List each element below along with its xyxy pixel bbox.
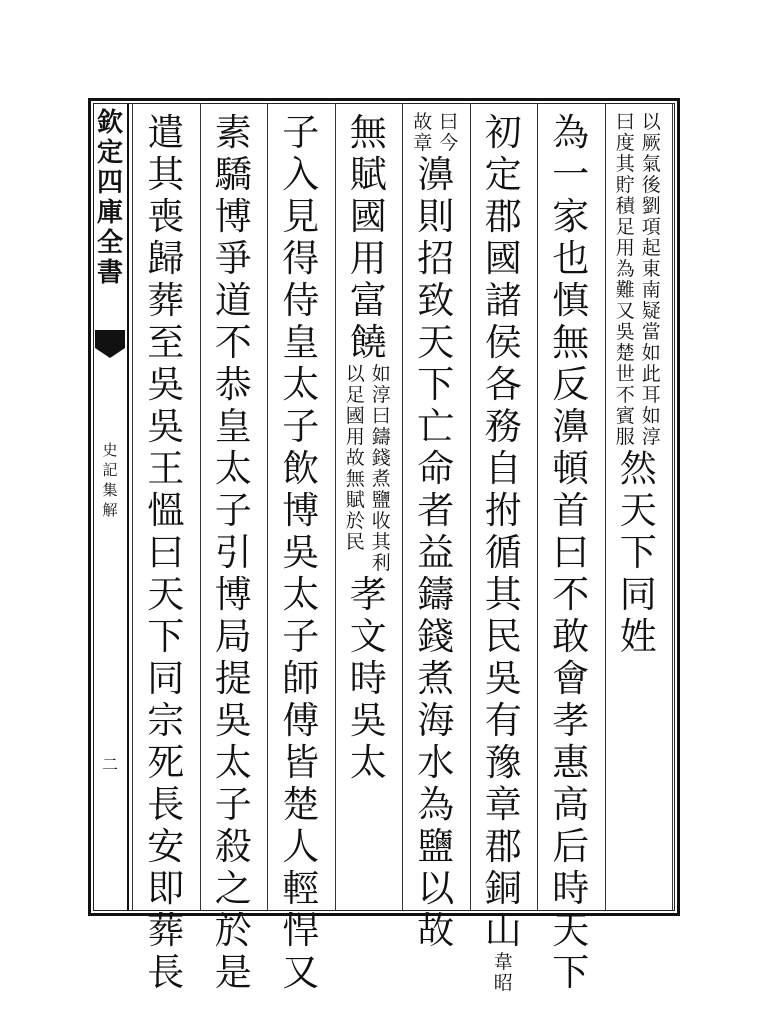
main-text-char: 見 — [282, 195, 320, 238]
main-text-char: 為 — [552, 111, 590, 154]
main-text-char: 於 — [214, 909, 252, 952]
main-text-char: 至 — [147, 321, 185, 364]
main-text-char: 飲 — [282, 447, 320, 490]
main-text-char: 下 — [417, 363, 455, 406]
text-column — [612, 112, 664, 658]
main-text-char: 皇 — [214, 405, 252, 448]
column-rule — [537, 103, 538, 911]
main-text-char: 太 — [214, 741, 252, 784]
column-rule — [132, 103, 133, 911]
main-text-char: 會 — [552, 657, 590, 700]
main-text-char: 文 — [349, 615, 387, 658]
annotation-block — [410, 112, 462, 154]
column-rule — [402, 103, 403, 911]
main-text-char: 無 — [349, 111, 387, 154]
main-text-char: 子 — [214, 489, 252, 532]
main-text-char: 吳 — [147, 405, 185, 448]
book-title: 史 記 集 解 — [102, 441, 118, 519]
main-text-char: 曰 — [147, 531, 185, 574]
main-text-char: 悍 — [282, 909, 320, 952]
main-text-char: 反 — [552, 363, 590, 406]
main-text-char: 子 — [282, 405, 320, 448]
main-text-char: 以 — [417, 867, 455, 910]
main-text-char: 吳 — [147, 363, 185, 406]
main-text-char: 得 — [282, 237, 320, 280]
main-text-char: 侯 — [484, 321, 522, 364]
main-text-char: 同 — [147, 657, 185, 700]
main-text-char: 人 — [282, 825, 320, 868]
annotation-block — [477, 952, 529, 994]
main-text-char: 不 — [552, 573, 590, 616]
main-text-char: 太 — [282, 363, 320, 406]
main-text-char: 素 — [214, 111, 252, 154]
main-text-char: 無 — [552, 321, 590, 364]
main-text-char: 不 — [214, 321, 252, 364]
main-text-char: 定 — [484, 153, 522, 196]
main-text-char: 遣 — [147, 111, 185, 154]
main-text-char: 驕 — [214, 153, 252, 196]
main-text-char: 輕 — [282, 867, 320, 910]
main-text-char: 則 — [417, 195, 455, 238]
main-text-char: 爭 — [214, 237, 252, 280]
main-text-char: 宗 — [147, 699, 185, 742]
main-text-char: 其 — [147, 153, 185, 196]
main-text-char: 后 — [552, 825, 590, 868]
main-text-char: 天 — [619, 489, 657, 532]
main-text-char: 博 — [282, 489, 320, 532]
annotation-line: 故 章 — [413, 111, 433, 154]
main-text-char: 局 — [214, 615, 252, 658]
text-column — [140, 112, 192, 994]
main-text-char: 安 — [147, 825, 185, 868]
main-text-char: 濞 — [417, 153, 455, 196]
main-text-char: 諸 — [484, 279, 522, 322]
main-text-char: 太 — [282, 573, 320, 616]
main-text-char: 侍 — [282, 279, 320, 322]
main-text-char: 天 — [147, 573, 185, 616]
main-text-char: 國 — [349, 195, 387, 238]
main-text-char: 下 — [147, 615, 185, 658]
fishtail-mark-icon — [95, 330, 125, 348]
main-text-char: 子 — [214, 783, 252, 826]
column-rule — [470, 103, 471, 911]
main-text-char: 博 — [214, 573, 252, 616]
main-text-char: 葬 — [147, 279, 185, 322]
main-text-char: 為 — [417, 783, 455, 826]
column-rule — [267, 103, 268, 911]
main-text-char: 孝 — [349, 573, 387, 616]
main-text-char: 時 — [552, 867, 590, 910]
main-text-char: 長 — [147, 951, 185, 994]
main-text-char: 姓 — [619, 615, 657, 658]
main-text-char: 慍 — [147, 489, 185, 532]
main-text-char: 博 — [214, 195, 252, 238]
main-text-char: 豫 — [484, 741, 522, 784]
main-text-char: 敢 — [552, 615, 590, 658]
main-text-char: 海 — [417, 699, 455, 742]
main-text-char: 同 — [619, 573, 657, 616]
main-text-char: 孝 — [552, 699, 590, 742]
main-text-char: 故 — [417, 909, 455, 952]
main-text-char: 慎 — [552, 279, 590, 322]
page-number: 二 — [101, 755, 118, 774]
main-text-char: 下 — [552, 951, 590, 994]
main-text-char: 各 — [484, 363, 522, 406]
main-text-char: 饒 — [349, 321, 387, 364]
main-text-char: 循 — [484, 531, 522, 574]
annotation-line: 曰 今 — [439, 111, 459, 154]
main-text-char: 下 — [619, 531, 657, 574]
main-text-char: 頓 — [552, 447, 590, 490]
main-text-char: 拊 — [484, 489, 522, 532]
main-text-char: 師 — [282, 657, 320, 700]
main-text-char: 之 — [214, 867, 252, 910]
annotation-block — [612, 112, 664, 448]
annotation-line: 曰 度 其 貯 積 足 用 為 難 又 吳 楚 世 不 賓 服 — [615, 111, 635, 448]
main-text-char: 富 — [349, 279, 387, 322]
main-text-char: 道 — [214, 279, 252, 322]
main-text-char: 吳 — [349, 699, 387, 742]
text-column — [207, 112, 259, 994]
column-rule — [605, 103, 606, 911]
annotation-block — [342, 364, 394, 574]
main-text-char: 國 — [484, 237, 522, 280]
main-text-char: 高 — [552, 783, 590, 826]
annotation-line: 韋 昭 — [493, 951, 513, 994]
main-text-char: 傅 — [282, 699, 320, 742]
main-text-char: 也 — [552, 237, 590, 280]
main-text-char: 天 — [552, 909, 590, 952]
main-text-char: 者 — [417, 489, 455, 532]
main-text-char: 益 — [417, 531, 455, 574]
main-text-char: 郡 — [484, 195, 522, 238]
annotation-line: 如 淳 曰 鑄 錢 煮 鹽 收 其 利 — [371, 363, 391, 574]
main-text-char: 吳 — [214, 699, 252, 742]
main-text-char: 有 — [484, 699, 522, 742]
main-text-char: 山 — [484, 909, 522, 952]
main-text-char: 然 — [619, 447, 657, 490]
column-rule — [672, 103, 673, 911]
text-column — [342, 112, 394, 784]
main-text-char: 家 — [552, 195, 590, 238]
main-text-char: 是 — [214, 951, 252, 994]
main-text-char: 長 — [147, 783, 185, 826]
main-text-char: 招 — [417, 237, 455, 280]
main-text-char: 喪 — [147, 195, 185, 238]
main-text-char: 天 — [417, 321, 455, 364]
main-text-char: 子 — [282, 615, 320, 658]
main-text-char: 用 — [349, 237, 387, 280]
main-text-char: 皆 — [282, 741, 320, 784]
column-rule — [335, 103, 336, 911]
main-text-char: 一 — [552, 153, 590, 196]
main-text-char: 初 — [484, 111, 522, 154]
main-text-char: 銅 — [484, 867, 522, 910]
main-text-char: 郡 — [484, 825, 522, 868]
main-text-char: 太 — [214, 447, 252, 490]
main-text-char: 吳 — [282, 531, 320, 574]
main-text-char: 入 — [282, 153, 320, 196]
collection-title: 欽 定 四 庫 全 書 — [96, 108, 123, 288]
text-column — [477, 112, 529, 994]
main-text-char: 引 — [214, 531, 252, 574]
main-text-char: 死 — [147, 741, 185, 784]
text-column — [275, 112, 327, 994]
main-text-char: 時 — [349, 657, 387, 700]
main-text-char: 鹽 — [417, 825, 455, 868]
main-text-char: 提 — [214, 657, 252, 700]
main-text-char: 其 — [484, 573, 522, 616]
main-text-char: 亡 — [417, 405, 455, 448]
column-rule — [200, 103, 201, 911]
main-text-char: 惠 — [552, 741, 590, 784]
main-text-char: 民 — [484, 615, 522, 658]
main-text-char: 首 — [552, 489, 590, 532]
main-text-char: 章 — [484, 783, 522, 826]
annotation-line: 以 厥 氣 後 劉 項 起 東 南 疑 當 如 此 耳 如 淳 — [641, 111, 661, 448]
main-text-char: 歸 — [147, 237, 185, 280]
main-text-char: 煮 — [417, 657, 455, 700]
main-text-char: 即 — [147, 867, 185, 910]
main-text-char: 楚 — [282, 783, 320, 826]
main-text-char: 葬 — [147, 909, 185, 952]
main-text-char: 王 — [147, 447, 185, 490]
main-text-char: 鑄 — [417, 573, 455, 616]
main-text-char: 務 — [484, 405, 522, 448]
main-text-char: 曰 — [552, 531, 590, 574]
main-text-char: 致 — [417, 279, 455, 322]
main-text-char: 賦 — [349, 153, 387, 196]
main-text-char: 錢 — [417, 615, 455, 658]
main-text-char: 濞 — [552, 405, 590, 448]
annotation-line: 以 足 國 用 故 無 賦 於 民 — [345, 363, 365, 553]
text-column — [410, 112, 462, 952]
main-text-char: 子 — [282, 111, 320, 154]
main-text-char: 恭 — [214, 363, 252, 406]
main-text-char: 自 — [484, 447, 522, 490]
main-text-char: 又 — [282, 951, 320, 994]
main-text-char: 命 — [417, 447, 455, 490]
main-text-char: 皇 — [282, 321, 320, 364]
main-text-char: 殺 — [214, 825, 252, 868]
main-text-char: 水 — [417, 741, 455, 784]
main-text-char: 太 — [349, 741, 387, 784]
main-text-char: 吳 — [484, 657, 522, 700]
text-column — [545, 112, 597, 994]
